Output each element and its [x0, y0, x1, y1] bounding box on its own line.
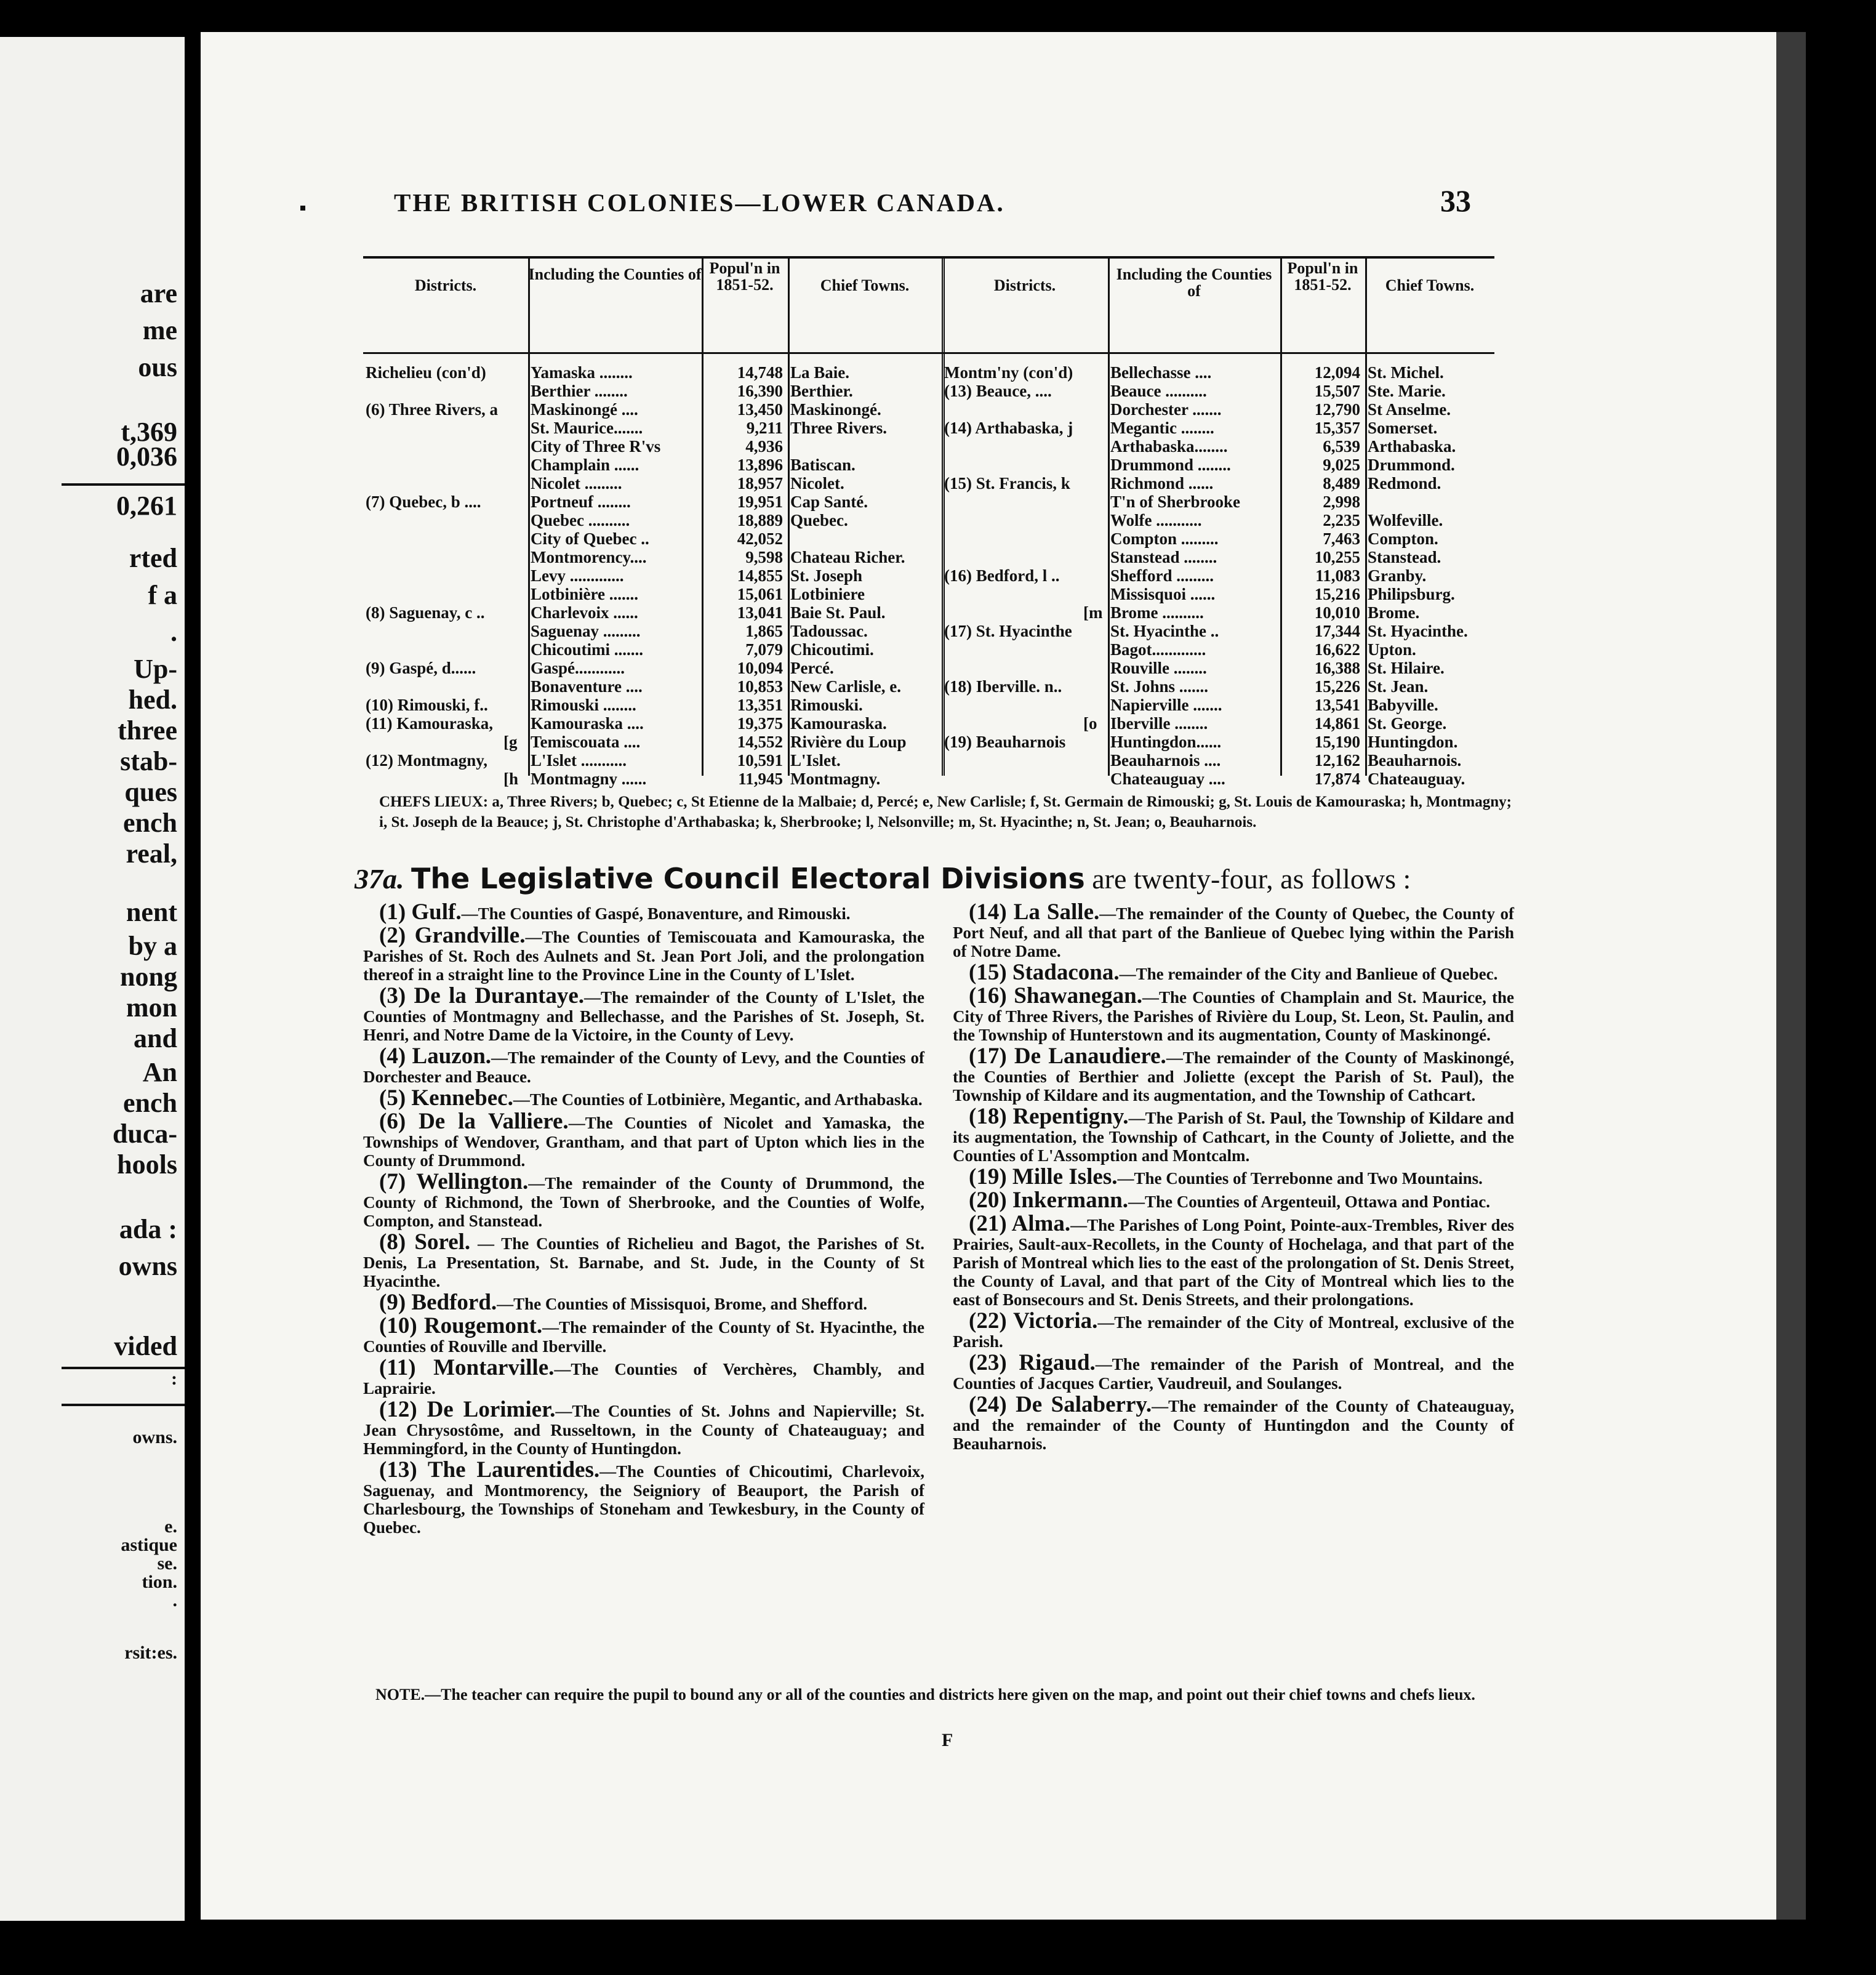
- division-name: (8) Sorel.: [379, 1229, 471, 1255]
- table-cell-county: City of Three R'vs: [531, 437, 661, 456]
- table-header-counties: Including the Counties of: [1116, 265, 1272, 300]
- table-cell-county: Gaspé............: [531, 659, 625, 677]
- left-page-fragment-text: 0,261: [116, 491, 177, 521]
- table-cell-pop: 14,855: [737, 566, 783, 585]
- table-cell-county: Saguenay .........: [531, 622, 641, 640]
- table-cell-town: Redmond.: [1368, 474, 1441, 493]
- table-cell-district: (15) St. Francis, k: [944, 474, 1070, 493]
- section-heading-rest: are twenty-four, as follows :: [1084, 863, 1411, 895]
- left-page-fragment-text: rsit:es.: [124, 1643, 177, 1663]
- division-name: (17) De Lanaudiere.: [969, 1044, 1166, 1069]
- table-cell-town: Nicolet.: [790, 474, 844, 493]
- division-entry: [363, 1231, 924, 1290]
- table-cell-pop: 17,874: [1314, 770, 1360, 788]
- table-cell-county: City of Quebec ..: [531, 529, 649, 548]
- left-page-fragment-text: are: [140, 278, 177, 308]
- table-cell-town: Beauharnois.: [1368, 751, 1462, 770]
- left-page-fragment-text: An: [142, 1057, 177, 1087]
- division-description: —The remainder of the County of Drummond, the County of Richmond, the Town of Sherbrooke, and the Counties of Wolfe, Compton, and Stanstead.: [363, 1174, 924, 1230]
- left-page-fragment-text: t,369: [121, 417, 177, 447]
- division-entry: [953, 1045, 1514, 1104]
- table-cell-county: Berthier ........: [531, 382, 628, 400]
- teacher-note: NOTE.—The teacher can require the pupil to bound any or all of the counties and districts here given on the map, and point out their chief towns and chefs lieux.: [375, 1686, 1475, 1703]
- division-name: (2) Grandville.: [379, 923, 526, 948]
- table-cell-town: Upton.: [1368, 640, 1416, 659]
- table-cell-town: Stanstead.: [1368, 548, 1441, 566]
- division-entry: [363, 985, 924, 1044]
- table-cell-pop: 15,507: [1314, 382, 1360, 400]
- left-page-fragment-text: astique: [121, 1535, 177, 1555]
- table-cell-pop: 7,463: [1323, 529, 1360, 548]
- table-header-population: Popul'n in 1851-52.: [1287, 259, 1358, 294]
- left-page-fragment-text: nent: [126, 897, 177, 927]
- table-cell-county: Megantic ........: [1110, 419, 1214, 437]
- table-cell-district: [g: [503, 733, 518, 751]
- division-name: (5) Kennebec.: [379, 1085, 513, 1111]
- table-cell-county: Bonaventure ....: [531, 677, 643, 696]
- table-cell-pop: 16,622: [1314, 640, 1360, 659]
- table-cell-town: Quebec.: [790, 511, 848, 529]
- division-entry: [953, 1166, 1514, 1188]
- division-description: —The Counties of Nicolet and Yamaska, the Townships of Wendover, Grantham, and that part of Upton which lies in the County of Drummond.: [363, 1114, 924, 1170]
- division-description: —The remainder of the Parish of Montreal, and the Counties of Jacques Cartier, Vaudreuil, and Soulanges.: [953, 1355, 1514, 1393]
- division-name: (3) De la Durantaye.: [379, 983, 585, 1008]
- table-cell-town: Arthabaska.: [1368, 437, 1456, 456]
- page-edge: [1776, 32, 1806, 1920]
- left-page-fragment-text: rted: [129, 543, 177, 573]
- table-cell-county: Drummond ........: [1110, 456, 1231, 474]
- left-page-fragment-text: .: [172, 1590, 177, 1611]
- table-cell-pop: 8,489: [1323, 474, 1360, 493]
- table-cell-district: (14) Arthabaska, j: [944, 419, 1073, 437]
- table-cell-county: Missisquoi ......: [1110, 585, 1216, 603]
- table-cell-pop: 14,748: [737, 363, 783, 382]
- left-page-fragment-text: mon: [126, 992, 177, 1023]
- table-cell-pop: 18,889: [737, 511, 783, 529]
- table-cell-county: Arthabaska........: [1110, 437, 1228, 456]
- left-page-fragment-text: Up-: [134, 654, 177, 684]
- table-cell-district: (7) Quebec, b ....: [366, 493, 481, 511]
- table-cell-pop: 16,390: [737, 382, 783, 400]
- table-cell-county: T'n of Sherbrooke: [1110, 493, 1241, 511]
- table-cell-town: St. Joseph: [790, 566, 863, 585]
- table-cell-town: Philipsburg.: [1368, 585, 1455, 603]
- left-page-fragment-text: stab-: [120, 746, 177, 776]
- division-name: (11) Montarville.: [379, 1355, 555, 1380]
- division-entry: [953, 1213, 1514, 1309]
- division-name: (19) Mille Isles.: [969, 1164, 1118, 1189]
- division-name: (23) Rigaud.: [969, 1350, 1096, 1375]
- division-entry: [953, 1394, 1514, 1453]
- division-name: (10) Rougemont.: [379, 1313, 543, 1338]
- table-cell-county: Quebec ..........: [531, 511, 630, 529]
- table-cell-town: St. George.: [1368, 714, 1447, 733]
- table-cell-pop: 12,094: [1314, 363, 1360, 382]
- table-cell-county: Montmagny ......: [531, 770, 647, 788]
- table-cell-county: Portneuf ........: [531, 493, 631, 511]
- table-cell-county: Nicolet .........: [531, 474, 622, 493]
- left-page-fragment-text: ous: [138, 352, 177, 382]
- table-cell-pop: 14,552: [737, 733, 783, 751]
- table-cell-town: Maskinongé.: [790, 400, 881, 419]
- left-page-fragment-text: me: [142, 315, 177, 345]
- table-cell-county: Stanstead ........: [1110, 548, 1217, 566]
- table-cell-town: Rivière du Loup: [790, 733, 907, 751]
- division-entry: [953, 962, 1514, 984]
- left-page-fragment-text: hed.: [128, 685, 177, 715]
- division-description: —The Counties of Gaspé, Bonaventure, and Rimouski.: [461, 904, 851, 923]
- table-cell-town: Three Rivers.: [790, 419, 887, 437]
- table-cell-district: [m: [1083, 603, 1103, 622]
- division-description: —The Counties of Chicoutimi, Charlevoix, Saguenay, and Montmorency, the Seigniory of Beauport, the Parish of Charlesbourg, the Townships of Stoneham and Tewkesbury, in the County of Quebec.: [363, 1462, 924, 1537]
- table-column: [942, 259, 1110, 776]
- left-page-fragment-text: three: [118, 715, 177, 746]
- table-cell-district: (8) Saguenay, c ..: [366, 603, 485, 622]
- division-description: — The Counties of Richelieu and Bagot, the Parishes of St. Denis, La Presentation, St. Barnabe, and St. Jude, in the County of St Hyacinthe.: [363, 1234, 924, 1290]
- table-cell-county: Rouville ........: [1110, 659, 1207, 677]
- table-cell-county: St. Johns .......: [1110, 677, 1209, 696]
- table-cell-pop: 13,450: [737, 400, 783, 419]
- left-page-rule: [62, 1367, 185, 1369]
- table-cell-county: Montmorency....: [531, 548, 647, 566]
- division-description: —The Parishes of Long Point, Pointe-aux-Trembles, River des Prairies, Sault-aux-Recollets, in the County of Hochelaga, and that part of the Parish of Montreal which lies to the east of the prolongation of St. Denis Street, the County of Laval, and that part of the City of Montreal which lies to the east of Bonsecours and St. Denis Streets, and their prolongations.: [953, 1216, 1514, 1309]
- table-cell-county: Levy .............: [531, 566, 624, 585]
- table-cell-town: Brome.: [1368, 603, 1420, 622]
- table-cell-county: Dorchester .......: [1110, 400, 1222, 419]
- left-page-fragment-text: se.: [157, 1553, 177, 1574]
- division-name: (21) Alma.: [969, 1211, 1071, 1236]
- table-cell-pop: 10,094: [737, 659, 783, 677]
- division-entry: [363, 1045, 924, 1086]
- ink-dot: [300, 206, 305, 211]
- table-cell-town: Montmagny.: [790, 770, 881, 788]
- table-cell-town: La Baie.: [790, 363, 850, 382]
- table-cell-pop: 7,079: [745, 640, 783, 659]
- table-cell-town: L'Islet.: [790, 751, 841, 770]
- table-cell-district: Richelieu (con'd): [366, 363, 486, 382]
- table-cell-pop: 2,235: [1323, 511, 1360, 529]
- table-cell-town: Wolfeville.: [1368, 511, 1443, 529]
- division-entry: [363, 925, 924, 984]
- table-header-chief-towns: Chief Towns.: [820, 276, 910, 294]
- table-cell-pop: 13,351: [737, 696, 783, 714]
- division-description: —The Counties of Lotbinière, Megantic, and Arthabaska.: [513, 1090, 923, 1109]
- table-cell-town: St. Jean.: [1368, 677, 1429, 696]
- table-cell-pop: 10,853: [737, 677, 783, 696]
- table-cell-district: (12) Montmagny,: [366, 751, 487, 770]
- table-cell-pop: 15,061: [737, 585, 783, 603]
- table-cell-county: St. Maurice.......: [531, 419, 643, 437]
- table-header-population: Popul'n in 1851-52.: [709, 259, 780, 294]
- left-page-fragment-text: 0,036: [116, 441, 177, 472]
- left-page-rule: [62, 1404, 185, 1406]
- table-cell-pop: 15,216: [1314, 585, 1360, 603]
- table-cell-county: Champlain ......: [531, 456, 639, 474]
- table-cell-county: Chicoutimi .......: [531, 640, 644, 659]
- division-description: —The Counties of Champlain and St. Maurice, the City of Three Rivers, the Parishes of Rivière du Loup, St. Leon, St. Paulin, and the Township of Hunterstown and its augmentation, County of Maskinongé.: [953, 988, 1514, 1044]
- division-entry: [953, 985, 1514, 1044]
- signature-mark: F: [942, 1730, 953, 1750]
- division-description: —The remainder of the County of Levy, and the Counties of Dorchester and Beauce.: [363, 1048, 924, 1086]
- table-cell-county: Iberville ........: [1110, 714, 1208, 733]
- division-description: —The Counties of Argenteuil, Ottawa and Pontiac.: [1128, 1193, 1491, 1211]
- table-header-districts: Districts.: [414, 276, 477, 294]
- division-entry: [363, 1087, 924, 1109]
- table-cell-town: Drummond.: [1368, 456, 1455, 474]
- table-cell-county: Wolfe ...........: [1110, 511, 1202, 529]
- left-page-rule: [62, 483, 185, 486]
- division-entry: [363, 1111, 924, 1170]
- left-page-fragment-text: owns: [118, 1251, 177, 1281]
- table-cell-county: Lotbinière .......: [531, 585, 638, 603]
- table-cell-county: Chateauguay ....: [1110, 770, 1225, 788]
- left-page-fragment-text: ench: [123, 1088, 177, 1118]
- left-page-fragment-text: vided: [114, 1331, 177, 1361]
- table-cell-county: Charlevoix ......: [531, 603, 638, 622]
- left-page-fragment-text: tion.: [142, 1572, 177, 1592]
- table-cell-district: (18) Iberville. n..: [944, 677, 1062, 696]
- division-name: (15) Stadacona.: [969, 960, 1120, 985]
- division-description: —The Counties of Verchères, Chambly, and Laprairie.: [363, 1360, 924, 1398]
- division-entry: [363, 1171, 924, 1230]
- page-number: 33: [1440, 183, 1471, 218]
- table-cell-town: Lotbiniere: [790, 585, 865, 603]
- table-cell-town: St Anselme.: [1368, 400, 1451, 419]
- division-name: (20) Inkermann.: [969, 1188, 1129, 1213]
- division-description: —The Parish of St. Paul, the Township of Kildare and its augmentation, the Township of Cathcart, in the County of Joliette, and the Counties of L'Assomption and Montcalm.: [953, 1109, 1514, 1165]
- division-description: —The Counties of Terrebonne and Two Mountains.: [1117, 1169, 1483, 1188]
- table-cell-pop: 18,957: [737, 474, 783, 493]
- division-description: —The remainder of the City and Banlieue of Quebec.: [1119, 965, 1498, 983]
- table-cell-town: St. Hyacinthe.: [1368, 622, 1468, 640]
- division-name: (22) Victoria.: [969, 1308, 1098, 1333]
- table-cell-pop: 13,541: [1314, 696, 1360, 714]
- division-name: (4) Lauzon.: [379, 1044, 492, 1069]
- division-name: (14) La Salle.: [969, 899, 1100, 925]
- table-cell-county: Temiscouata ....: [531, 733, 641, 751]
- table-cell-pop: 13,896: [737, 456, 783, 474]
- table-cell-pop: 17,344: [1314, 622, 1360, 640]
- table-cell-pop: 10,255: [1314, 548, 1360, 566]
- table-cell-pop: 4,936: [745, 437, 783, 456]
- table-cell-town: Rimouski.: [790, 696, 863, 714]
- divisions-left-column: [363, 901, 924, 1538]
- left-page-fragment-text: real,: [126, 839, 177, 869]
- section-title: [355, 862, 1411, 895]
- page-header-title: THE BRITISH COLONIES—LOWER CANADA.: [394, 188, 1005, 217]
- table-cell-pop: 10,010: [1314, 603, 1360, 622]
- table-cell-pop: 15,190: [1314, 733, 1360, 751]
- division-name: (7) Wellington.: [379, 1169, 529, 1194]
- table-cell-pop: 16,388: [1314, 659, 1360, 677]
- division-entry: [363, 1292, 924, 1314]
- table-cell-town: Chateau Richer.: [790, 548, 905, 566]
- table-cell-district: (19) Beauharnois: [944, 733, 1066, 751]
- left-page-fragment-text: hools: [117, 1149, 177, 1180]
- division-description: —The remainder of the County of St. Hyacinthe, the Counties of Rouville and Iberville.: [363, 1318, 924, 1356]
- left-page-fragment-text: .: [170, 617, 177, 647]
- table-cell-county: Rimouski ........: [531, 696, 636, 714]
- table-cell-pop: 1,865: [745, 622, 783, 640]
- division-description: —The Counties of Missisquoi, Brome, and Shefford.: [497, 1295, 867, 1313]
- division-description: —The Counties of St. Johns and Napierville; St. Jean Chrysostôme, and Russeltown, in the County of Chateauguay; and Hemmingford, in the County of Huntingdon.: [363, 1402, 924, 1458]
- table-cell-town: Percé.: [790, 659, 834, 677]
- table-cell-town: Tadoussac.: [790, 622, 868, 640]
- table-cell-county: Richmond ......: [1110, 474, 1214, 493]
- left-page-fragment-text: ada :: [119, 1214, 177, 1244]
- table-cell-town: Kamouraska.: [790, 714, 887, 733]
- table-cell-pop: 11,945: [738, 770, 783, 788]
- left-page-fragment-text: :: [171, 1369, 177, 1389]
- table-cell-town: New Carlisle, e.: [790, 677, 901, 696]
- division-entry: [953, 901, 1514, 960]
- table-cell-town: Huntingdon.: [1368, 733, 1458, 751]
- division-entry: [363, 1459, 924, 1537]
- division-entry: [953, 1352, 1514, 1393]
- table-cell-county: Compton .........: [1110, 529, 1219, 548]
- table-cell-county: Yamaska ........: [531, 363, 633, 382]
- table-cell-county: Brome ..........: [1110, 603, 1204, 622]
- table-cell-town: Batiscan.: [790, 456, 856, 474]
- division-description: —The remainder of the County of Chateauguay, and the remainder of the County of Huntingdon and the County of Beauharnois.: [953, 1397, 1514, 1453]
- table-cell-town: Compton.: [1368, 529, 1438, 548]
- division-name: (6) De la Valliere.: [379, 1109, 569, 1134]
- table-cell-district: (11) Kamouraska,: [366, 714, 494, 733]
- table-cell-district: (13) Beauce, ....: [944, 382, 1052, 400]
- running-header: [394, 183, 1502, 218]
- table-cell-town: St. Michel.: [1368, 363, 1444, 382]
- division-name: (1) Gulf.: [379, 899, 462, 925]
- table-cell-town: Ste. Marie.: [1368, 382, 1446, 400]
- left-page-fragment-text: and: [134, 1023, 177, 1053]
- chefs-lieux-note: CHEFS LIEUX: a, Three Rivers; b, Quebec; c, St Etienne de la Malbaie; d, Percé; e, New Carlisle; f, St. Germain de Rimouski; g, St. Louis de Kamouraska; h, Montmagny; i, St. Joseph de la Beauce; j, St. Christophe d'Arthabaska; k, Sherbrooke; l, Nelsonville; m, St. Hyacinthe; n, St. Jean; o, Beauharnois.: [379, 794, 1512, 831]
- table-cell-district: (6) Three Rivers, a: [366, 400, 498, 419]
- table-cell-pop: 2,998: [1323, 493, 1360, 511]
- division-name: (9) Bedford.: [379, 1290, 497, 1315]
- division-entry: [953, 1189, 1514, 1212]
- table-cell-town: St. Hilaire.: [1368, 659, 1445, 677]
- table-cell-pop: 15,226: [1314, 677, 1360, 696]
- left-page-fragment-text: duca-: [112, 1119, 177, 1149]
- division-entry: [363, 1315, 924, 1356]
- section-number: 37a.: [355, 863, 404, 895]
- table-cell-town: Granby.: [1368, 566, 1427, 585]
- table-cell-town: Baie St. Paul.: [790, 603, 886, 622]
- division-name: (12) De Lorimier.: [379, 1397, 556, 1422]
- table-cell-pop: 19,375: [737, 714, 783, 733]
- left-page-fragment-text: e.: [164, 1516, 177, 1537]
- left-page-fragment-text: ench: [123, 808, 177, 838]
- table-cell-county: Bagot.............: [1110, 640, 1206, 659]
- table-cell-town: Berthier.: [790, 382, 853, 400]
- section-heading: The Legislative Council Electoral Divisions: [411, 862, 1085, 895]
- division-entry: [953, 1310, 1514, 1351]
- table-cell-county: Shefford .........: [1110, 566, 1214, 585]
- table-cell-county: Beauharnois ....: [1110, 751, 1221, 770]
- table-cell-pop: 9,211: [746, 419, 783, 437]
- table-cell-county: Maskinongé ....: [531, 400, 638, 419]
- table-cell-town: Chateauguay.: [1368, 770, 1465, 788]
- division-description: —The remainder of the County of Quebec, the County of Port Neuf, and all that part of the Banlieue of Quebec lying within the Parish of Notre Dame.: [953, 904, 1514, 960]
- division-description: —The Counties of Temiscouata and Kamouraska, the Parishes of St. Roch des Aulnets and St. Jean Port Joli, and the prolongation thereof in a straight line to the Province Line in the County of L'Islet.: [363, 928, 924, 984]
- table-cell-pop: 6,539: [1323, 437, 1360, 456]
- division-description: —The remainder of the County of L'Islet, the Counties of Montmagny and Bellechasse, and the Parishes of St. Joseph, St. Henri, and Notre Dame de la Victoire, in the County of Levy.: [363, 988, 924, 1044]
- left-page-fragment-text: f a: [148, 580, 177, 610]
- table-cell-town: Babyville.: [1368, 696, 1438, 714]
- table-cell-district: (10) Rimouski, f..: [366, 696, 488, 714]
- left-page-fragment-text: owns.: [132, 1427, 177, 1447]
- table-header-districts: Districts.: [993, 276, 1056, 294]
- table-cell-pop: 10,591: [737, 751, 783, 770]
- left-page-fragment-text: ques: [124, 777, 177, 807]
- table-cell-district: Montm'ny (con'd): [944, 363, 1073, 382]
- table-cell-district: [h: [503, 770, 519, 788]
- division-description: —The remainder of the County of Maskinongé, the Counties of Berthier and Joliette (except the Parish of St. Paul), the Township of Kildare and its augmentation, and the Township of Cathcart.: [953, 1048, 1515, 1104]
- division-entry: [363, 1399, 924, 1458]
- table-cell-county: Napierville .......: [1110, 696, 1222, 714]
- table-header-counties: Including the Counties of: [528, 265, 702, 283]
- table-cell-pop: 42,052: [737, 529, 783, 548]
- table-cell-pop: 14,861: [1314, 714, 1360, 733]
- division-entry: [953, 1106, 1514, 1165]
- divisions-right-column: [953, 901, 1514, 1454]
- table-cell-pop: 12,790: [1314, 400, 1360, 419]
- table-cell-town: Chicoutimi.: [790, 640, 874, 659]
- table-cell-pop: 15,357: [1314, 419, 1360, 437]
- table-cell-county: Bellechasse ....: [1110, 363, 1212, 382]
- division-name: (16) Shawanegan.: [969, 983, 1142, 1008]
- division-name: (13) The Laurentides.: [379, 1457, 600, 1482]
- table-cell-pop: 13,041: [737, 603, 783, 622]
- table-cell-pop: 9,598: [745, 548, 783, 566]
- table-cell-county: Beauce ..........: [1110, 382, 1207, 400]
- division-name: (18) Repentigny.: [969, 1104, 1129, 1129]
- table-cell-district: (9) Gaspé, d......: [366, 659, 476, 677]
- division-entry: [363, 1357, 924, 1398]
- table-cell-pop: 9,025: [1323, 456, 1360, 474]
- left-page-fragment-text: nong: [120, 962, 177, 992]
- table-cell-county: Huntingdon......: [1110, 733, 1222, 751]
- table-cell-pop: 12,162: [1314, 751, 1360, 770]
- table-cell-town: Cap Santé.: [790, 493, 868, 511]
- left-page-fragment-text: by a: [128, 931, 177, 961]
- table-cell-district: (17) St. Hyacinthe: [944, 622, 1072, 640]
- table-cell-district: [o: [1083, 714, 1097, 733]
- division-name: (24) De Salaberry.: [969, 1392, 1152, 1417]
- table-cell-county: St. Hyacinthe ..: [1110, 622, 1219, 640]
- table-cell-town: Somerset.: [1368, 419, 1438, 437]
- table-cell-county: L'Islet ...........: [531, 751, 627, 770]
- districts-table: [363, 256, 1494, 788]
- table-cell-pop: 11,083: [1315, 566, 1360, 585]
- division-entry: [363, 901, 924, 923]
- table-header-chief-towns: Chief Towns.: [1385, 276, 1475, 294]
- table-cell-county: Kamouraska ....: [531, 714, 644, 733]
- division-description: —The remainder of the City of Montreal, exclusive of the Parish.: [953, 1313, 1514, 1351]
- table-cell-pop: 19,951: [737, 493, 783, 511]
- table-cell-district: (16) Bedford, l ..: [944, 566, 1060, 585]
